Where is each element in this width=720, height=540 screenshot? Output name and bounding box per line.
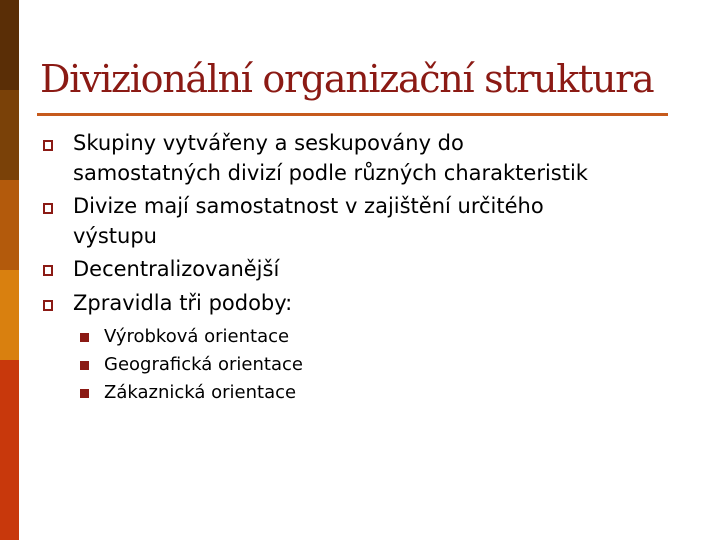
side-bar-segment <box>0 270 19 360</box>
bullet-text-line: Divize mají samostatnost v zajištění určitého <box>73 194 544 218</box>
side-bar-segment <box>0 180 19 270</box>
hollow-square-bullet-icon <box>41 298 55 312</box>
sub-bullet-text: Zákaznická orientace <box>104 382 297 403</box>
side-bar-segment <box>0 0 19 90</box>
filled-square-bullet-icon <box>80 333 89 342</box>
bullet-text-line: Zpravidla tři podoby: <box>73 291 293 315</box>
decorative-side-bar <box>0 0 19 540</box>
bullet-text-line: samostatných divizí podle různých charakteristik <box>73 161 588 185</box>
filled-square-bullet-icon <box>80 361 89 370</box>
filled-square-bullet-icon <box>80 389 89 398</box>
hollow-square-bullet-icon <box>41 201 55 215</box>
slide-title: Divizionální organizační struktura <box>40 57 654 101</box>
bullet-text-line: Skupiny vytvářeny a seskupovány do <box>73 131 464 155</box>
side-bar-segment <box>0 360 19 540</box>
bullet-text-line: výstupu <box>73 224 157 248</box>
side-bar-segment <box>0 90 19 180</box>
hollow-square-bullet-icon <box>41 138 55 152</box>
bullet-text-line: Decentralizovanější <box>73 257 280 281</box>
sub-bullet-text: Geografická orientace <box>104 354 303 375</box>
hollow-square-bullet-icon <box>41 263 55 277</box>
sub-bullet-text: Výrobková orientace <box>104 326 290 347</box>
title-underline <box>37 113 668 116</box>
